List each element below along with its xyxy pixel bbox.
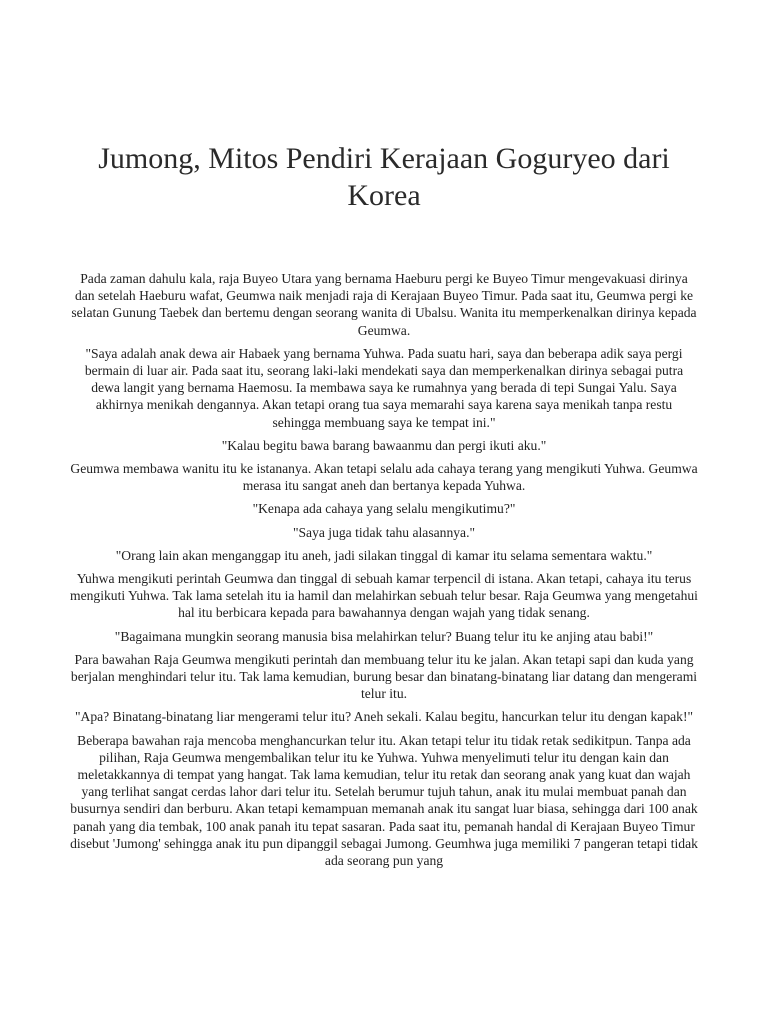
paragraph: Geumwa membawa wanitu itu ke istananya. Akan tetapi selalu ada cahaya terang yang mengikuti Yuhwa. Geumwa merasa itu sangat aneh dan bertanya kepada Yuhwa. (70, 461, 698, 494)
paragraph: Yuhwa mengikuti perintah Geumwa dan tinggal di sebuah kamar terpencil di istana. Akan tetapi, cahaya itu terus mengikuti Yuhwa. Tak lama setelah itu ia hamil dan melahirkan sebuah telur besar. Raja Geumwa yang mengetahui hal itu berbicara kepada para bawahannya dengan wajah yang tidak senang. (70, 571, 698, 621)
paragraph: "Saya adalah anak dewa air Habaek yang bernama Yuhwa. Pada suatu hari, saya dan beberapa adik saya pergi bermain di luar air. Pada saat itu, seorang laki-laki mendekati saya dan memperkenalkan dirinya sebagai putra dewa langit yang bernama Haemosu. Ia membawa saya ke rumahnya yang berada di tepi Sungai Yalu. Saya akhirnya menikah dengannya. Akan tetapi orang tua saya memarahi saya karena saya menikah tanpa restu sehingga membuang saya ke tempat ini." (84, 345, 684, 430)
paragraph: "Apa? Binatang-binatang liar mengerami telur itu? Aneh sekali. Kalau begitu, hancurkan telur itu dengan kapak!" (74, 709, 694, 725)
page-title: Jumong, Mitos Pendiri Kerajaan Goguryeo dari Korea (98, 142, 670, 212)
paragraph: Para bawahan Raja Geumwa mengikuti perintah dan membuang telur itu ke jalan. Akan tetapi sapi dan kuda yang berjalan menghindari telur itu. Tak lama kemudian, burung besar dan binatang-binatang liar datang dan mengerami telur itu. (70, 651, 698, 702)
paragraph: "Orang lain akan menganggap itu aneh, jadi silakan tinggal di kamar itu selama sementara waktu." (115, 547, 653, 563)
paragraph: "Saya juga tidak tahu alasannya." (292, 524, 476, 540)
paragraph: "Kalau begitu bawa barang bawaanmu dan pergi ikuti aku." (221, 437, 547, 453)
paragraph: "Bagaimana mungkin seorang manusia bisa melahirkan telur? Buang telur itu ke anjing atau babi!" (114, 628, 654, 644)
paragraph: Beberapa bawahan raja mencoba menghancurkan telur itu. Akan tetapi telur itu tidak retak sedikitpun. Tanpa ada pilihan, Raja Geumwa mengembalikan telur itu ke Yuhwa. Yuhwa menyelimuti telur itu dengan kain dan meletakkannya di tempat yang hangat. Tak lama kemudian, telur itu retak dan seorang anak yang kuat dan wajah yang terlihat sangat cerdas lahor dari telur itu. Setelah berumur tujuh tahun, anak itu mulai membuat panah dan busurnya sendiri dan berburu. Akan tetapi kemampuan memanah anak itu sangat luar biasa, sehingga dari 100 anak panah yang dia tembak, 100 anak panah itu tepat sasaran. Pada saat itu, pemanah handal di Kerajaan Buyeo Timur disebut 'Jumong' sehingga anak itu pun dipanggil sebagai Jumong. Geumhwa juga memiliki 7 pangeran tetapi tidak ada seorang pun yang (70, 732, 698, 869)
paragraph: Pada zaman dahulu kala, raja Buyeo Utara yang bernama Haeburu pergi ke Buyeo Timur mengevakuasi dirinya dan setelah Haeburu wafat, Geumwa naik menjadi raja di Kerajaan Buyeo Timur. Pada saat itu, Geumwa pergi ke selatan Gunung Taebek dan bertemu dengan seorang wanita di Ubalsu. Wanita itu memperkenalkan dirinya kepada Geumwa. (71, 271, 697, 338)
document-body (70, 270, 698, 875)
paragraph: "Kenapa ada cahaya yang selalu mengikutimu?" (252, 501, 516, 517)
